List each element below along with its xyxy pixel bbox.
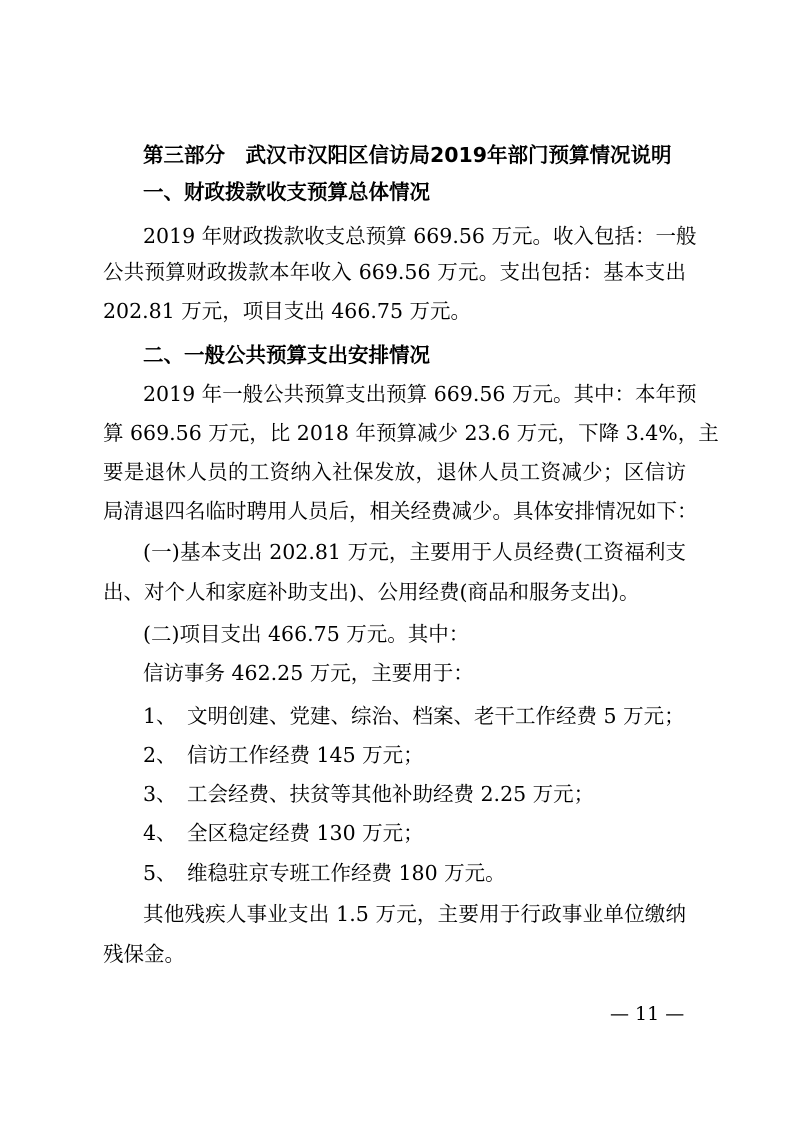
- project-expense-line: (二)项目支出 466.75 万元。其中：: [143, 622, 470, 646]
- list-item-text: 信访工作经费 145 万元；: [187, 743, 424, 767]
- paragraph-line: 公共预算财政拨款本年收入 669.56 万元。支出包括：基本支出: [103, 260, 686, 284]
- paragraph-line: 2019 年一般公共预算支出预算 669.56 万元。其中：本年预: [143, 382, 697, 406]
- paragraph-line: 其他残疾人事业支出 1.5 万元，主要用于行政事业单位缴纳: [143, 902, 686, 926]
- list-item: [143, 780, 594, 808]
- paragraph-line: 局清退四名临时聘用人员后，相关经费减少。具体安排情况如下：: [103, 499, 698, 523]
- document-title: 第三部分 武汉市汉阳区信访局2019年部门预算情况说明: [143, 143, 672, 167]
- paragraph-line: 要是退休人员的工资纳入社保发放，退休人员工资减少；区信访: [103, 460, 686, 484]
- paragraph-line: 202.81 万元，项目支出 466.75 万元。: [103, 299, 472, 323]
- list-item-text: 工会经费、扶贫等其他补助经费 2.25 万元；: [187, 782, 595, 806]
- page-number: — 11 —: [610, 1003, 685, 1025]
- list-item-number: 2、: [143, 743, 177, 767]
- list-item-number: 1、: [143, 704, 177, 728]
- paragraph-line: 2019 年财政拨款收支总预算 669.56 万元。收入包括：一般: [143, 224, 697, 248]
- basic-expense-line: 出、对个人和家庭补助支出)、公用经费(商品和服务支出)。: [103, 580, 640, 604]
- section2-heading: 二、一般公共预算支出安排情况: [143, 343, 430, 367]
- section1-heading: 一、财政拨款收支预算总体情况: [143, 180, 430, 204]
- list-item-number: 3、: [143, 782, 177, 806]
- list-item: [143, 819, 424, 847]
- list-item-text: 维稳驻京专班工作经费 180 万元。: [187, 861, 506, 885]
- list-item: [143, 741, 424, 769]
- basic-expense-line: (一)基本支出 202.81 万元，主要用于人员经费(工资福利支: [143, 540, 686, 564]
- list-item: [143, 702, 685, 730]
- list-item-text: 文明创建、党建、综治、档案、老干工作经费 5 万元；: [187, 704, 685, 728]
- list-item-number: 5、: [143, 861, 177, 885]
- petition-affairs-line: 信访事务 462.25 万元，主要用于：: [143, 661, 474, 685]
- list-item-number: 4、: [143, 821, 177, 845]
- paragraph-line: 残保金。: [103, 942, 185, 966]
- list-item-text: 全区稳定经费 130 万元；: [187, 821, 424, 845]
- list-item: [143, 859, 506, 887]
- paragraph-line: 算 669.56 万元，比 2018 年预算减少 23.6 万元，下降 3.4%，主: [103, 421, 719, 445]
